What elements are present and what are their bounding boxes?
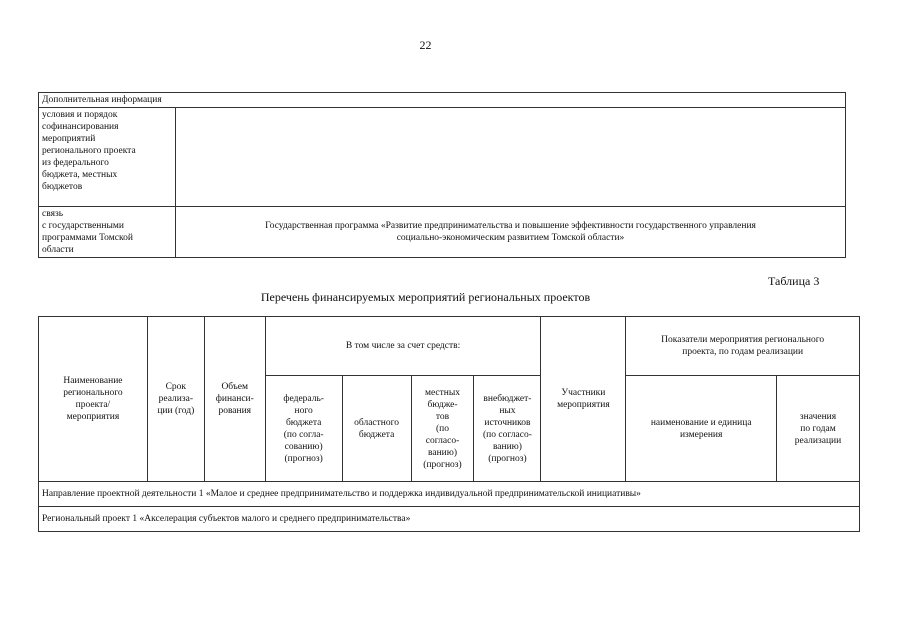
info-label: связь с государственными программами Томской области	[39, 207, 176, 258]
info-value: Государственная программа «Развитие предпринимательства и повышение эффективности государственного управления социально-экономическим развитием Томской области»	[176, 207, 846, 258]
table-row	[39, 207, 846, 258]
table-header-row	[39, 317, 860, 376]
header-indicator-values: значения по годам реализации	[777, 376, 860, 482]
header-sources-group: В том числе за счет средств:	[265, 317, 541, 376]
additional-info-table	[38, 92, 846, 258]
header-regional: областного бюджета	[342, 376, 411, 482]
page-number: 22	[419, 38, 432, 52]
table-header: Дополнительная информация	[39, 93, 846, 108]
info-label: условия и порядок софинансирования мероприятий регионального проекта из федерального бюджета, местных бюджетов	[39, 108, 176, 207]
table-title: Перечень финансируемых мероприятий региональных проектов	[260, 290, 591, 304]
header-extra: внебюджет- ных источников (по согласо- ванию) (прогноз)	[474, 376, 541, 482]
header-indicator-name: наименование и единица измерения	[626, 376, 777, 482]
direction-row: Направление проектной деятельности 1 «Малое и среднее предпринимательство и поддержка индивидуальной предпринимательской инициативы»	[39, 482, 860, 507]
project-row: Региональный проект 1 «Акселерация субъектов малого и среднего предпринимательства»	[39, 507, 860, 532]
table-number: Таблица 3	[768, 274, 820, 288]
table-row	[39, 507, 860, 532]
header-name: Наименование регионального проекта/ мероприятия	[39, 317, 148, 482]
financed-activities-table	[38, 316, 860, 532]
header-indicators-group: Показатели мероприятия регионального проекта, по годам реализации	[626, 317, 860, 376]
table-row	[39, 108, 846, 207]
header-federal: федераль- ного бюджета (по согла- сованию) (прогноз)	[265, 376, 342, 482]
header-participants: Участники мероприятия	[541, 317, 626, 482]
header-volume: Объем финанси- рования	[204, 317, 265, 482]
header-term: Срок реализа- ции (год)	[147, 317, 204, 482]
table-row	[39, 93, 846, 108]
header-local: местных бюдже- тов (по согласо- ванию) (прогноз)	[411, 376, 474, 482]
table-row	[39, 482, 860, 507]
info-value	[176, 108, 846, 207]
